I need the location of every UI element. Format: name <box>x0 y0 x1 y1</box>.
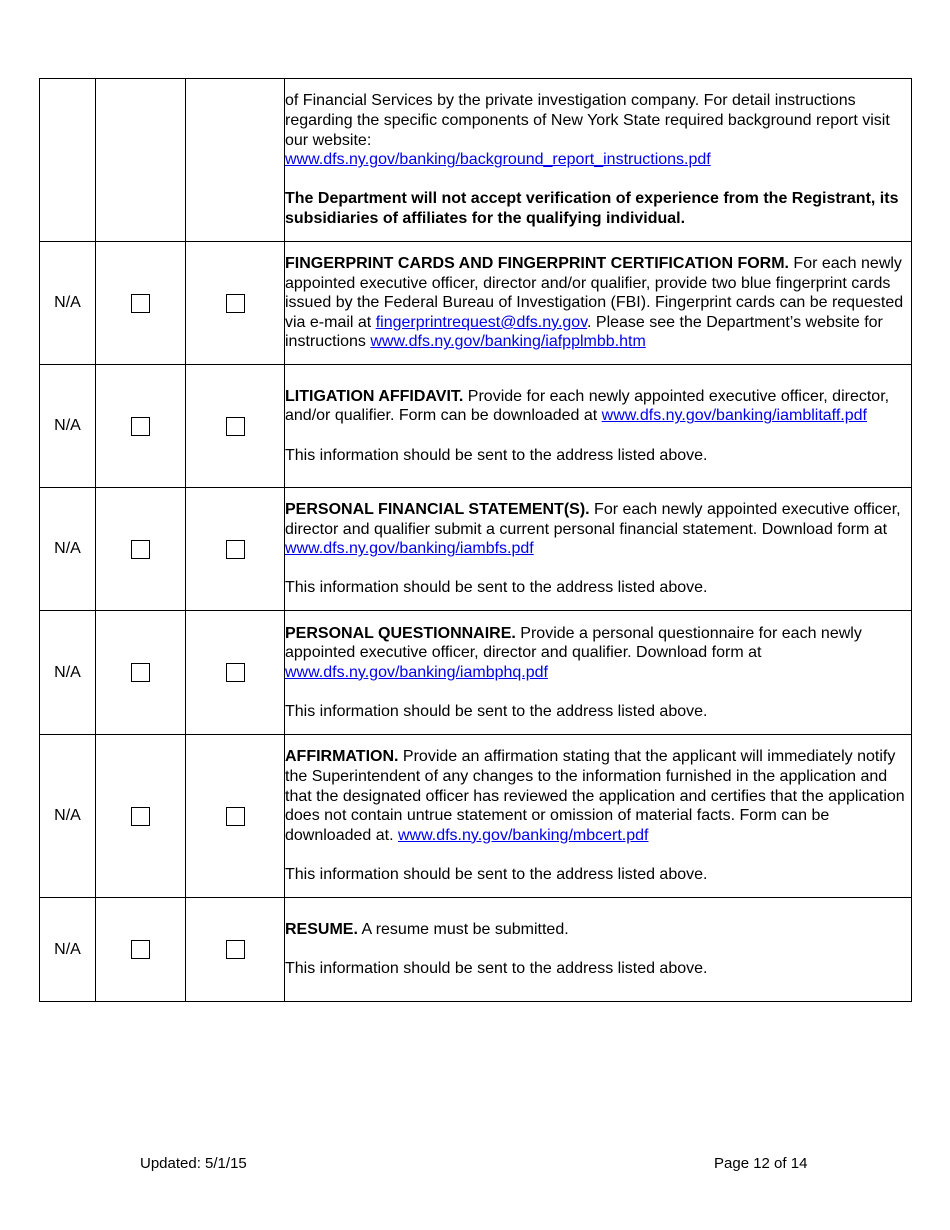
checkbox-cell <box>96 611 186 735</box>
row-text: Provide for each newly appointed executive officer, director, and/or qualifier. Form can be downloaded at <box>285 387 890 425</box>
checkbox[interactable] <box>226 294 245 313</box>
table-row-questionnaire <box>40 611 912 735</box>
row-note: This information should be sent to the address listed above. <box>285 960 708 978</box>
checkbox[interactable] <box>226 540 245 559</box>
row-note: This information should be sent to the address listed above. <box>285 446 708 464</box>
na-label: N/A <box>40 735 96 898</box>
table-row-financial-statement <box>40 488 912 611</box>
checkbox[interactable] <box>226 940 245 959</box>
row-heading: PERSONAL QUESTIONNAIRE. <box>285 624 516 642</box>
footer-updated-date: Updated: 5/1/15 <box>140 1155 247 1172</box>
checkbox-cell <box>96 898 186 1002</box>
row-heading: FINGERPRINT CARDS AND FINGERPRINT CERTIFICATION FORM. <box>285 255 789 273</box>
na-cell <box>40 79 96 242</box>
table-row-litigation <box>40 365 912 488</box>
row-note: This information should be sent to the address listed above. <box>285 865 708 883</box>
checkbox[interactable] <box>131 294 150 313</box>
checkbox-cell <box>186 365 285 488</box>
table-row-continuation <box>40 79 912 242</box>
checkbox[interactable] <box>226 663 245 682</box>
requirements-table <box>39 78 912 1002</box>
checkbox[interactable] <box>131 663 150 682</box>
checkbox-cell <box>96 735 186 898</box>
row-heading: RESUME. <box>285 921 358 939</box>
fingerprint-email-link[interactable]: fingerprintrequest@dfs.ny.gov <box>375 313 588 331</box>
table-row-resume <box>40 898 912 1002</box>
checkbox-cell <box>186 488 285 611</box>
na-label: N/A <box>40 365 96 488</box>
checkbox-cell <box>186 611 285 735</box>
continuation-text: of Financial Services by the private investigation company. For detail instructions regarding the specific components of New York State required background report visit our website: <box>285 92 890 149</box>
checkbox[interactable] <box>131 540 150 559</box>
affirmation-form-link[interactable]: www.dfs.ny.gov/banking/mbcert.pdf <box>397 826 649 844</box>
row-text: For each newly appointed executive officer, director and/or qualifier, provide two blue fingerprint cards issued by the Federal Bureau of Investigation (FBI). Fingerprint cards can be requested via e-mail at <box>285 255 904 331</box>
description-cell <box>285 898 912 1002</box>
na-label: N/A <box>40 488 96 611</box>
verification-note: The Department will not accept verification of experience from the Registrant, its subsidiaries of affiliates for the qualifying individual. <box>285 190 899 227</box>
fingerprint-instructions-link[interactable]: www.dfs.ny.gov/banking/iafpplmbb.htm <box>370 333 646 351</box>
na-label: N/A <box>40 898 96 1002</box>
checkbox-cell <box>96 488 186 611</box>
row-text: Provide an affirmation stating that the applicant will immediately notify the Superintendent of any changes to the information furnished in the application and that the designated officer has reviewed the application and certifies that the application does not contain untrue statement or omission of material facts. Form can be downloaded at. <box>285 748 905 844</box>
litigation-form-link[interactable]: www.dfs.ny.gov/banking/iamblitaff.pdf <box>601 407 867 425</box>
checkbox[interactable] <box>131 940 150 959</box>
background-report-link[interactable]: www.dfs.ny.gov/banking/background_report_instructions.pdf <box>285 151 711 169</box>
row-text: . Please see the Department’s website for instructions <box>285 313 883 351</box>
row-heading: LITIGATION AFFIDAVIT. <box>285 387 464 405</box>
table-row-fingerprint <box>40 242 912 365</box>
footer-page-number: Page 12 of 14 <box>714 1155 808 1172</box>
checkbox-cell <box>186 79 285 242</box>
na-label: N/A <box>40 242 96 365</box>
table-row-affirmation <box>40 735 912 898</box>
row-text: Provide a personal questionnaire for each newly appointed executive officer, director and qualifier. Download form at <box>285 624 862 662</box>
checkbox[interactable] <box>226 807 245 826</box>
checkbox[interactable] <box>226 417 245 436</box>
row-heading: PERSONAL FINANCIAL STATEMENT(S). <box>285 501 590 519</box>
row-text: A resume must be submitted. <box>357 921 569 939</box>
na-label: N/A <box>40 611 96 735</box>
checkbox-cell <box>186 735 285 898</box>
checkbox-cell <box>96 242 186 365</box>
description-cell <box>285 488 912 611</box>
checkbox-cell <box>186 242 285 365</box>
description-cell <box>285 242 912 365</box>
description-cell <box>285 611 912 735</box>
description-cell <box>285 735 912 898</box>
financial-form-link[interactable]: www.dfs.ny.gov/banking/iambfs.pdf <box>285 540 534 558</box>
row-heading: AFFIRMATION. <box>285 748 399 766</box>
checkbox-cell <box>96 365 186 488</box>
row-note: This information should be sent to the address listed above. <box>285 579 708 597</box>
checkbox[interactable] <box>131 807 150 826</box>
row-text: For each newly appointed executive officer, director and qualifier submit a current personal financial statement. Download form at <box>285 501 901 538</box>
checkbox[interactable] <box>131 417 150 436</box>
questionnaire-form-link[interactable]: www.dfs.ny.gov/banking/iambphq.pdf <box>285 663 548 681</box>
row-note: This information should be sent to the address listed above. <box>285 702 708 720</box>
checkbox-cell <box>186 898 285 1002</box>
description-cell <box>285 365 912 488</box>
description-cell <box>285 79 912 242</box>
checkbox-cell <box>96 79 186 242</box>
